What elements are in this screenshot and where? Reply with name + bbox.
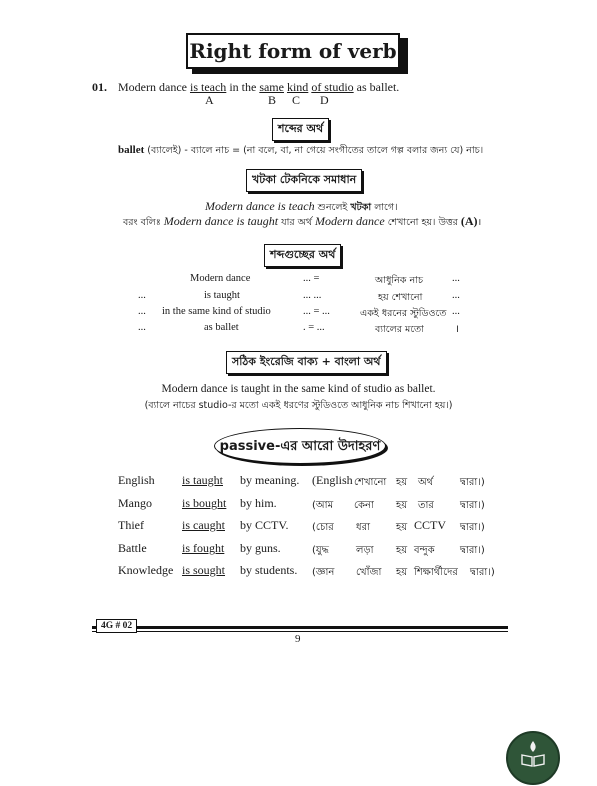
correct-bangla: (ব্যালে নাচের studio-র মতো একই ধরণের স্টুডিওতে আধুনিক নাচ শিখানো হয়।) [144,400,453,411]
tech-start-2: বরং বলিঃ [123,217,164,228]
phrase-sep: ... = [303,273,320,284]
phrase-bn: আধুনিক নাচ [375,275,424,286]
q-part: as ballet. [353,80,400,94]
example-verb: is bought [182,496,227,510]
ballet-definition [118,144,483,159]
example-bn-0: (যুদ্ধ [312,545,329,556]
example-agent: by students. [240,563,298,577]
letter-d: D [320,93,329,107]
example-verb: is caught [182,518,225,532]
example-bn-1: কেনা [354,500,374,511]
example-bn-2: হয় [396,545,408,556]
example-agent: by him. [240,496,277,510]
example-bn-0: (English [312,473,353,487]
chapter-tag: 4G # 02 [96,619,137,633]
letter-c: C [292,93,301,107]
example-bn-3: তার [418,500,434,511]
phrase-en: is taught [204,290,240,301]
publisher-logo-icon [506,731,560,785]
question-text [118,80,399,95]
example-bn-0: (চোর [312,522,334,533]
phrase-bn: একই ধরনের স্টুডিওতে [360,308,447,319]
q-part: in the [226,80,260,94]
example-bn-2: হয় [396,522,408,533]
page-number: 9 [295,633,301,645]
q-option-c: kind [286,80,309,94]
passive-examples-heading [214,428,386,464]
ballet-meaning: (ব্যালেই) - ব্যালে নাচ = (না বলে, বা, না গেয়ে সংগীতের তালে গল্প বলার জন্য যে) নাচ। [144,145,484,156]
tech-bold: খটকা [350,202,372,213]
phrase-end: ... [452,306,460,317]
example-bn-4: দ্বারা।) [470,567,495,578]
example-bn-2: হয় [396,500,408,511]
letter-b: B [268,93,277,107]
phrase-sep: ... = ... [303,306,330,317]
title-banner [186,33,408,73]
tech-en-1: Modern dance is teach [205,199,315,213]
example-subject: English [118,473,155,487]
section-phrase-meaning: শব্দগুচ্ছের অর্থ [264,244,341,267]
phrase-en: Modern dance [190,273,251,284]
q-part: Modern dance [118,80,190,94]
footer-rule-thin [92,631,508,632]
page-title: Right form of verb [189,39,397,63]
phrase-en: as ballet [204,322,239,333]
example-subject: Battle [118,541,147,555]
phrase-sep: ... ... [303,290,322,301]
phrase-bn: ব্যালের মতো [375,324,424,335]
phrase-end: ... [452,290,460,301]
q-option-d: of studio [311,80,354,94]
example-bn-3: CCTV [414,518,447,532]
example-bn-3: বন্দুক [414,545,435,556]
example-bn-3: শিক্ষার্থীদের [414,567,458,578]
section-correct-sentence: সঠিক ইংরেজি বাক্য + বাংলা অর্থ [226,351,387,374]
phrase-sep: . = ... [303,322,325,333]
section-technique: খটকা টেকনিকে সমাধান [246,169,362,192]
flame-icon [528,741,538,753]
phrase-lead: ... [138,306,146,317]
tech-bn-1: শুনলেই [314,202,351,213]
example-bn-4: দ্বারা।) [460,500,485,511]
example-bn-1: খোঁজা [356,567,382,578]
tech-mid-2: যার অর্থ [278,217,316,228]
example-bn-0: (জ্ঞান [312,567,335,578]
phrase-lead: ... [138,290,146,301]
phrase-end: ... [452,273,460,284]
example-bn-1: শেখানো [354,477,387,488]
q-option-b: same [259,80,284,94]
example-agent: by meaning. [240,473,300,487]
passive-title: passive-এর আরো উদাহরণ [219,439,381,454]
phrase-end: । [455,324,459,335]
example-bn-1: ধরা [356,522,371,533]
footer-rule [92,626,508,629]
phrase-en: in the same kind of studio [162,306,271,317]
section-word-meaning: শব্দের অর্থ [272,118,329,141]
question-number: 01. [92,80,107,94]
example-bn-2: হয় [396,477,408,488]
phrase-lead: ... [138,322,146,333]
example-subject: Knowledge [118,563,174,577]
example-verb: is fought [182,541,225,555]
tech-end-2: শেখানো হয়। উত্তর [384,217,461,228]
example-verb: is sought [182,563,226,577]
example-subject: Thief [118,518,144,532]
tech-en-2: Modern dance is taught [163,214,279,228]
title-box [186,33,400,69]
answer: (A) [460,214,478,228]
example-bn-2: হয় [396,567,408,578]
example-bn-4: দ্বারা।) [460,545,485,556]
q-option-a: is teach [189,80,227,94]
tech-en-3: Modern dance [315,214,385,228]
example-subject: Mango [118,496,152,510]
example-agent: by guns. [240,541,281,555]
example-bn-0: (আম [312,500,334,511]
letter-a: A [205,93,214,107]
ballet-word: ballet [118,144,145,156]
example-agent: by CCTV. [240,518,289,532]
correct-english: Modern dance is taught in the same kind of studio as ballet. [161,383,436,395]
example-verb: is taught [182,473,223,487]
technique-line-2 [123,214,481,231]
phrase-bn: হয় শেখানো [378,292,423,303]
tech-end-1: লাগে। [371,202,398,213]
example-bn-3: অর্থ [418,477,434,488]
example-bn-1: লড়া [356,545,374,556]
example-bn-4: দ্বারা।) [460,522,485,533]
tech-tail: । [477,217,482,228]
example-bn-4: দ্বারা।) [460,477,485,488]
book-icon [521,753,545,767]
